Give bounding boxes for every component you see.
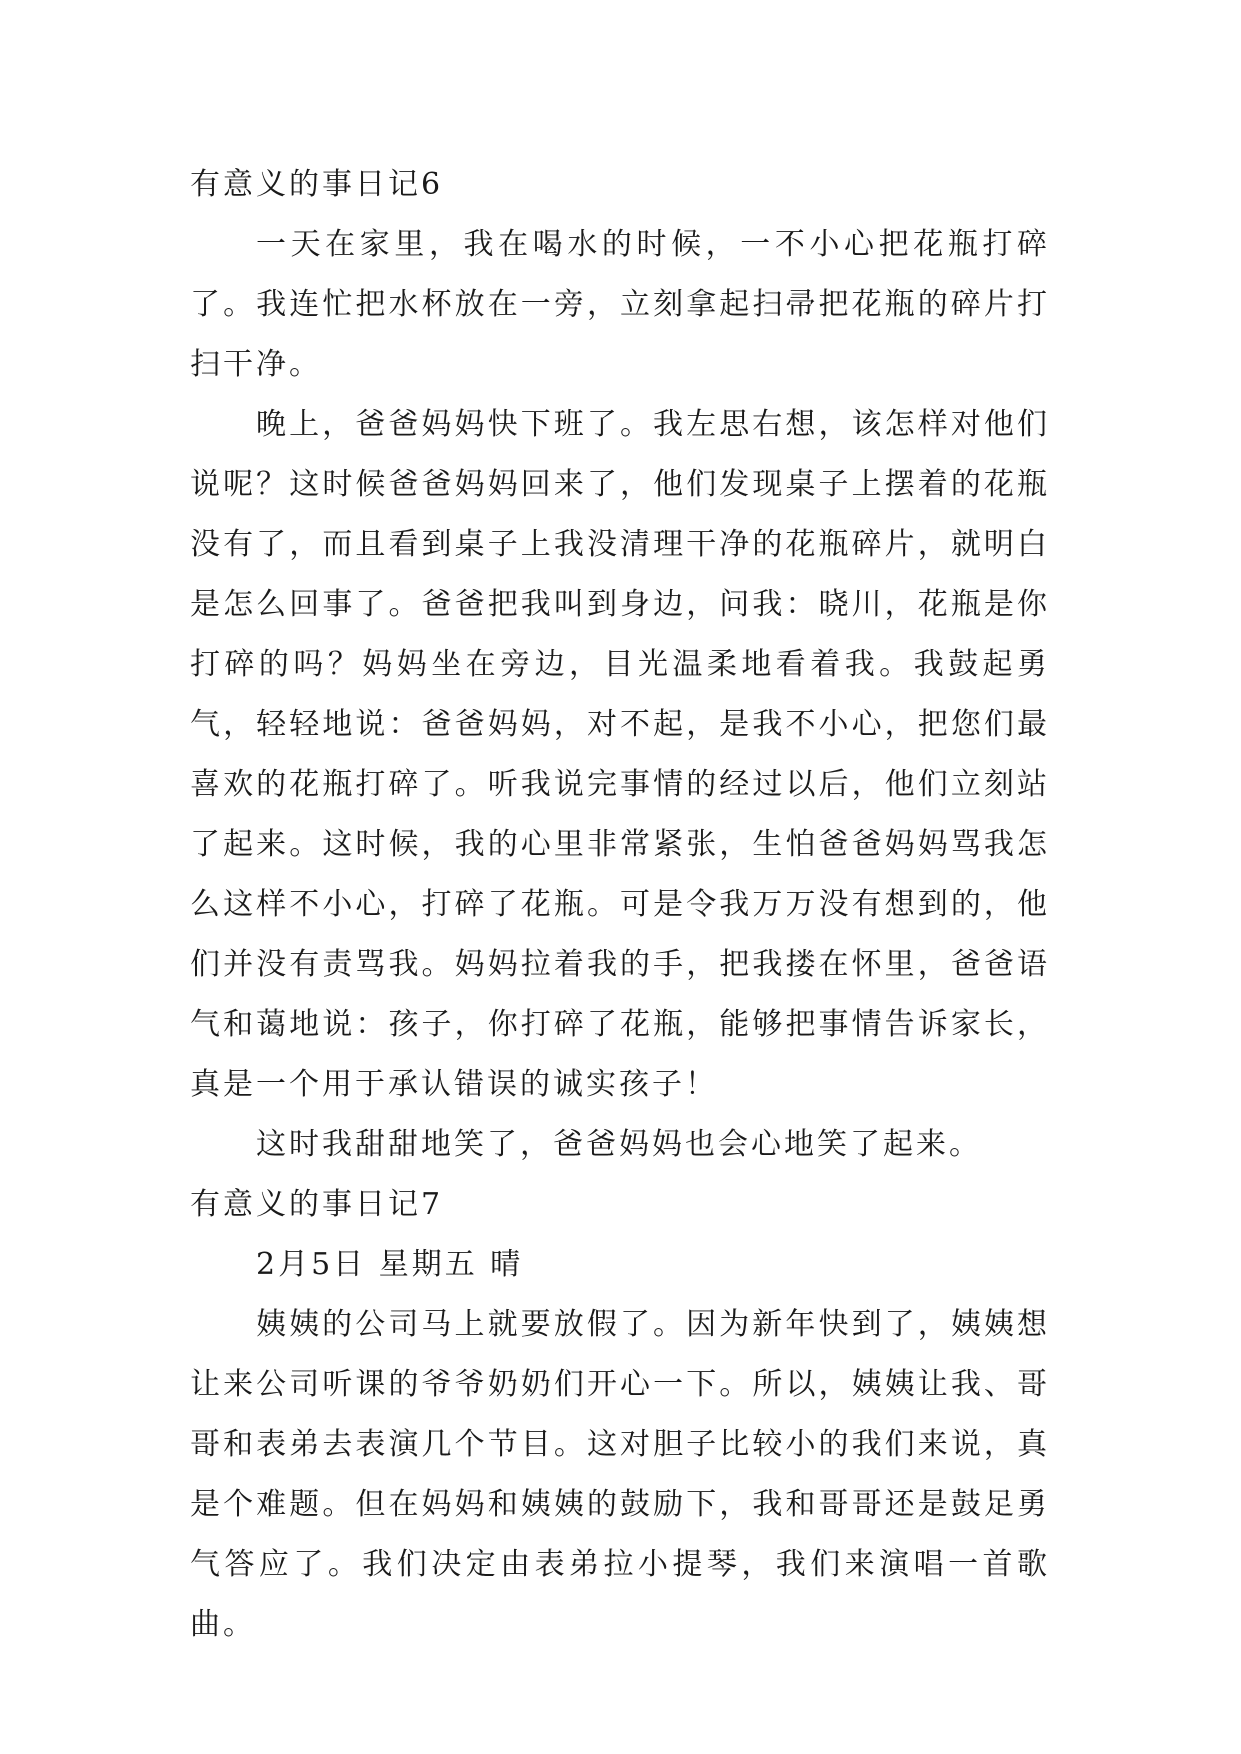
paragraph-performance: 姨姨的公司马上就要放假了。因为新年快到了，姨姨想让来公司听课的爷爷奶奶们开心一下。所以，姨姨让我、哥哥和表弟去表演几个节目。这对胆子比较小的我们来说，真是个难题。但在妈妈和姨姨的鼓励下，我和哥哥还是鼓足勇气答应了。我们决定由表弟拉小提琴，我们来演唱一首歌曲。: [190, 1307, 1050, 1642]
document-body: [190, 155, 1050, 1655]
paragraph-parents-return: 晚上，爸爸妈妈快下班了。我左思右想，该怎样对他们说呢？这时候爸爸妈妈回来了，他们发现桌子上摆着的花瓶没有了，而且看到桌子上我没清理干净的花瓶碎片，就明白是怎么回事了。爸爸把我叫到身边，问我：晓川，花瓶是你打碎的吗？妈妈坐在旁边，目光温柔地看着我。我鼓起勇气，轻轻地说：爸爸妈妈，对不起，是我不小心，把您们最喜欢的花瓶打碎了。听我说完事情的经过以后，他们立刻站了起来。这时候，我的心里非常紧张，生怕爸爸妈妈骂我怎么这样不小心，打碎了花瓶。可是令我万万没有想到的，他们并没有责骂我。妈妈拉着我的手，把我搂在怀里，爸爸语气和蔼地说：孩子，你打碎了花瓶，能够把事情告诉家长，真是一个用于承认错误的诚实孩子！: [190, 407, 1050, 1102]
paragraph-vase-broken: 一天在家里，我在喝水的时候，一不小心把花瓶打碎了。我连忙把水杯放在一旁，立刻拿起扫帚把花瓶的碎片打扫干净。: [190, 227, 1050, 382]
entry-heading-6: 有意义的事日记6: [190, 167, 444, 202]
paragraph-smile: 这时我甜甜地笑了，爸爸妈妈也会心地笑了起来。: [256, 1127, 982, 1162]
entry-heading-7: 有意义的事日记7: [190, 1187, 444, 1222]
paragraph-date-line: 2月5日 星期五 晴: [256, 1247, 524, 1282]
